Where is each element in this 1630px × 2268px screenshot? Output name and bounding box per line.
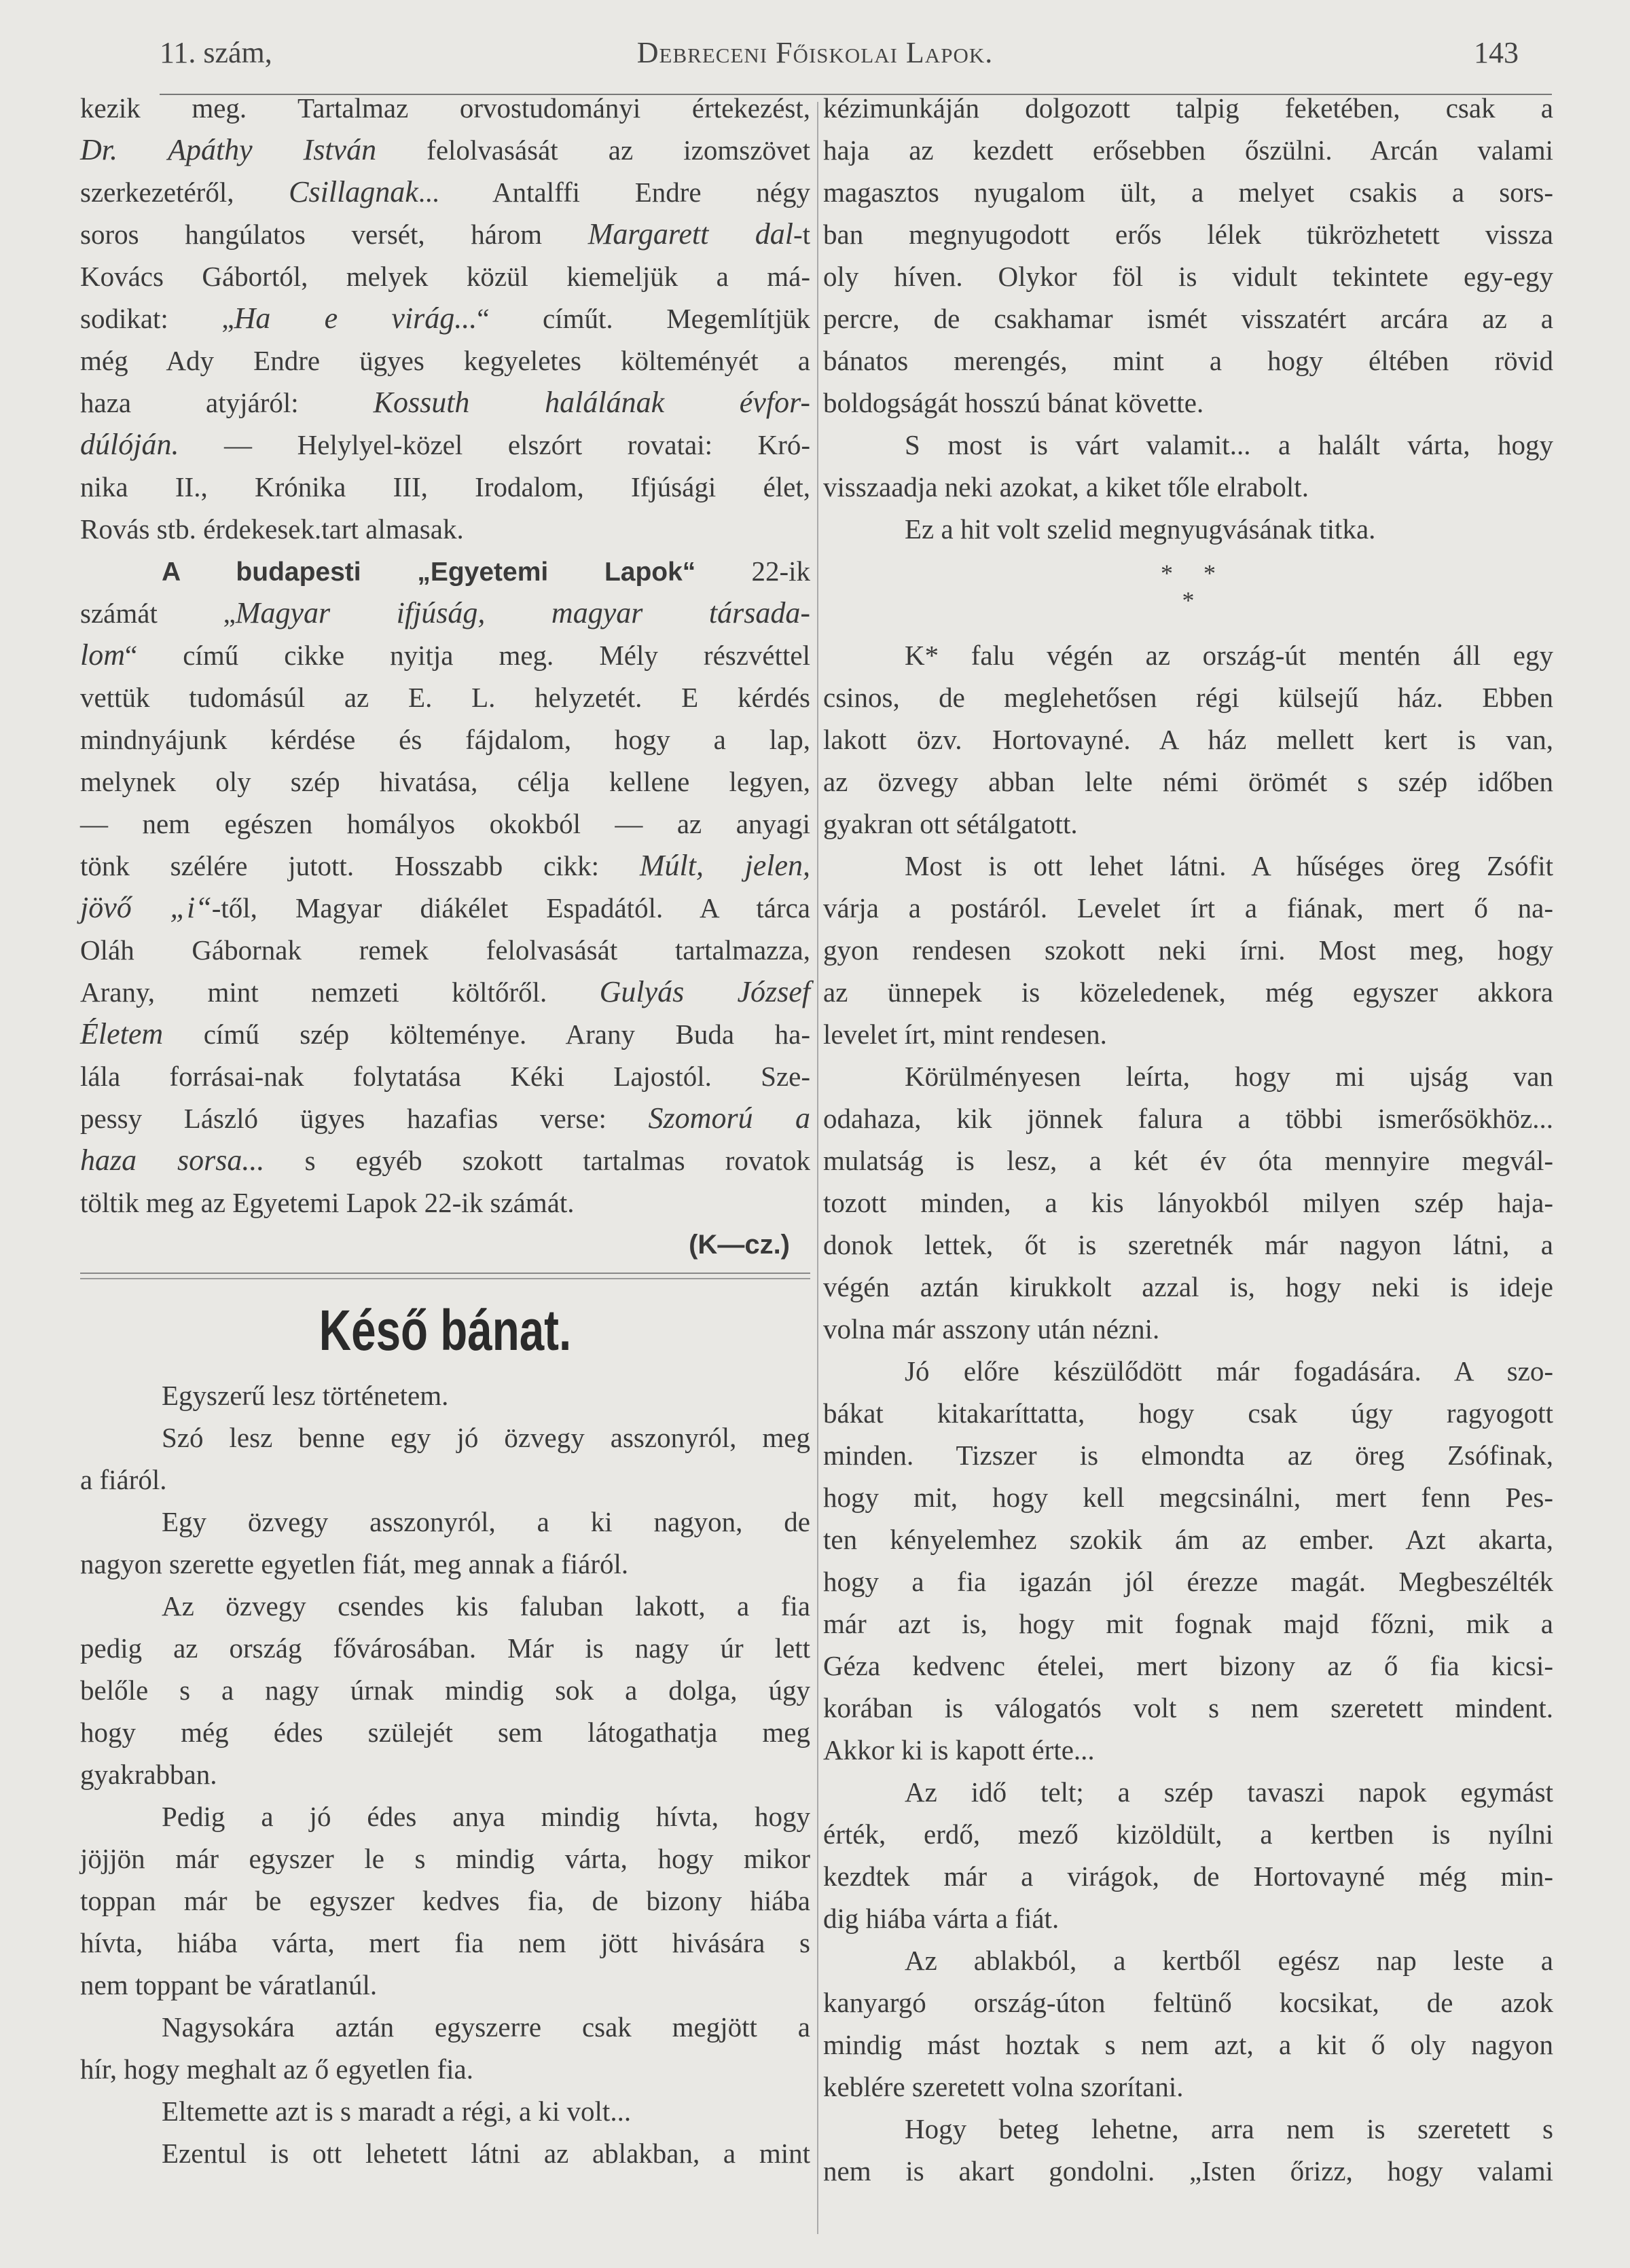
text-line: visszaadja neki azokat, a kiket tőle elrabolt. (823, 471, 1309, 502)
italic-text: lom (80, 638, 125, 672)
text-line: boldogságát hosszú bánat követte. (823, 387, 1204, 418)
text-run: ... Antalffi Endre négy (418, 177, 810, 208)
text-line: lála forrásai-nak folytatása Kéki Lajostól. Sze- (80, 1061, 810, 1092)
text-line: odahaza, kik jönnek falura a többi ismerősökhöz... (823, 1103, 1553, 1134)
text-run: Arany, mint nemzeti költőről. (80, 976, 600, 1008)
text-line: Eltemette azt is s maradt a régi, a ki volt... (162, 2096, 632, 2127)
text-line: K* falu végén az ország-út mentén áll egy (905, 640, 1553, 671)
text-run: -t (793, 219, 810, 250)
text-line: nagyon szerette egyetlen fiát, meg annak a fiáról. (80, 1548, 629, 1579)
text-line: belőle s a nagy úrnak mindig sok a dolga, úgy (80, 1675, 810, 1706)
italic-text: Kossuth halálának évfor- (373, 386, 810, 419)
text-line: Most is ott lehet látni. A hűséges öreg Zsófit (905, 850, 1553, 881)
paragraph (823, 87, 1553, 424)
italic-text: Életem (80, 1017, 164, 1050)
text-run: pessy László ügyes hazafias verse: (80, 1103, 649, 1134)
paragraph (823, 508, 1553, 550)
publication-title: Debreceni Főiskolai Lapok. (636, 36, 994, 69)
paragraph (823, 1939, 1553, 2108)
text-line: még Ady Endre ügyes kegyeletes költeményét a (80, 345, 810, 376)
text-run: — Helylyel-közel elszórt rovatai: Kró- (179, 429, 810, 460)
text-line: — nem egészen homályos okokból — az anyagi (80, 808, 810, 839)
text-run: -től, Magyar diákélet Espadától. A tárca (211, 892, 811, 923)
paragraph (80, 1795, 810, 2006)
section-double-rule (80, 1273, 810, 1279)
text-line: bákat kitakaríttatta, hogy csak úgy ragyogott (823, 1397, 1553, 1429)
text-line: Rovás stb. érdekesek.tart almasak. (80, 513, 464, 545)
text-line (80, 213, 810, 255)
story-title: Késő bánat. (319, 1298, 572, 1362)
bold-text: A budapesti „Egyetemi Lapok“ (162, 557, 696, 587)
text-line: lakott özv. Hortovayné. A ház mellett kert is van, (823, 724, 1553, 755)
text-line: Ez a hit volt szelid megnyugvásának titka. (905, 513, 1376, 545)
text-run: “ című cikke nyitja meg. Mély részvéttel (125, 640, 810, 671)
text-line: magasztos nyugalom ült, a melyet csakis a sors- (823, 177, 1553, 208)
text-run: című szép költeménye. Arany Buda ha- (163, 1019, 810, 1050)
text-run: soros hangúlatos versét, három (80, 219, 588, 250)
text-line (80, 887, 810, 929)
paragraph (823, 2108, 1553, 2192)
text-line (80, 382, 810, 424)
text-line: csinos, de meglehetősen régi külsejű ház. Ebben (823, 682, 1553, 713)
text-line: hogy a fia igazán jól érezze magát. Megbeszélték (823, 1566, 1553, 1597)
issue-number: 11. szám, (160, 36, 272, 69)
text-line: donok lettek, őt is szeretnék már nagyon látni, a (823, 1229, 1553, 1260)
text-line (80, 129, 810, 171)
text-line (80, 1139, 810, 1182)
page-number: 143 (1474, 36, 1519, 69)
text-line: Egy özvegy asszonyról, a ki nagyon, de (162, 1506, 810, 1537)
text-line: mulatság is lesz, a két év óta mennyire megvál- (823, 1145, 1553, 1176)
text-line: kezik meg. Tartalmaz orvostudományi értekezést, (80, 92, 810, 124)
text-run: s egyéb szokott tartalmas rovatok (264, 1145, 810, 1176)
paragraph (80, 1416, 810, 1501)
column-divider (817, 102, 818, 2234)
paragraph (823, 845, 1553, 1055)
text-line: Egyszerű lesz történetem. (162, 1380, 449, 1411)
text-run: sodikat: „ (80, 303, 234, 334)
story-continuation (823, 87, 1553, 550)
text-line: levelet írt, mint rendesen. (823, 1019, 1107, 1050)
text-line (80, 550, 810, 592)
paragraph (823, 424, 1553, 508)
text-line: kezdtek már a virágok, de Hortovayné még min- (823, 1861, 1553, 1892)
italic-text: Dr. Apáthy István (80, 133, 377, 166)
right-column (823, 87, 1553, 2192)
paragraph (80, 550, 810, 1224)
italic-text: Ha e virág... (234, 301, 477, 335)
text-line: hívta, hiába várta, mert fia nem jött hivására s (80, 1927, 810, 1958)
text-line: dig hiába várta a fiát. (823, 1903, 1060, 1934)
text-line: Az idő telt; a szép tavaszi napok egymást (905, 1776, 1553, 1808)
text-line: Körülményesen leírta, hogy mi ujság van (905, 1061, 1553, 1092)
italic-text: Magyar ifjúság, magyar társada- (235, 596, 810, 629)
text-line: az özvegy abban lelte némi örömét s szép időben (823, 766, 1553, 797)
paragraph (823, 1055, 1553, 1350)
asterism-top: * * (1161, 560, 1216, 587)
italic-text: Múlt, jelen, (639, 849, 810, 882)
text-line: haja az kezdett erősebben őszülni. Arcán valami (823, 134, 1553, 166)
text-line: nem toppant be váratlanúl. (80, 1969, 378, 2000)
paragraph (80, 2132, 810, 2174)
text-line: töltik meg az Egyetemi Lapok 22-ik számát. (80, 1187, 575, 1218)
review-section (80, 87, 810, 1224)
text-line (80, 971, 810, 1013)
text-line: gyon rendesen szokott neki írni. Most meg, hogy (823, 934, 1553, 966)
text-line: ban megnyugodott erős lélek tükrözhetett vissza (823, 219, 1553, 250)
story-part-two (823, 634, 1553, 2192)
text-line: bánatos merengés, mint a hogy éltében rövid (823, 345, 1553, 376)
text-line: percre, de csakhamar ismét visszatért arcára az a (823, 303, 1553, 334)
text-line: Jó előre készülődött már fogadására. A szo- (905, 1355, 1553, 1387)
text-line: volna már asszony után nézni. (823, 1313, 1160, 1345)
asterism-bottom: * (1182, 587, 1195, 614)
text-line: Oláh Gábornak remek felolvasását tartalmazza, (80, 934, 810, 966)
story-text (80, 1374, 810, 2174)
italic-text: Gulyás József (599, 975, 810, 1008)
text-line: vettük tudomásúl az E. L. helyzetét. E kérdés (80, 682, 810, 713)
text-line: Pedig a jó édes anya mindig hívta, hogy (162, 1801, 810, 1832)
text-line: Ezentul is ott lehetett látni az ablakban, a mint (162, 2138, 810, 2169)
text-line: mindig mást hoztak s nem azt, a kit ő oly nagyon (823, 2029, 1553, 2060)
text-line: az ünnepek is közeledenek, még egyszer akkora (823, 976, 1553, 1008)
text-line: Az özvegy csendes kis faluban lakott, a fia (162, 1590, 810, 1622)
text-line: nem is akart gondolni. „Isten őrizz, hogy valami (823, 2155, 1553, 2187)
text-line (80, 1013, 810, 1055)
text-line: tozott minden, a kis lányokból milyen szép haja- (823, 1187, 1553, 1218)
text-run: haza atyjáról: (80, 387, 374, 418)
paragraph (80, 1374, 810, 1416)
text-line: S most is várt valamit... a halált várta, hogy (905, 429, 1553, 460)
text-line: Kovács Gábortól, melyek közül kiemeljük a má- (80, 261, 810, 292)
asterism-separator (823, 550, 1553, 634)
text-line: Hogy beteg lehetne, arra nem is szeretett s (905, 2113, 1553, 2144)
paragraph (80, 2006, 810, 2090)
text-run: 22-ik (695, 555, 810, 587)
text-line (80, 424, 810, 466)
text-line: végén aztán kirukkolt azzal is, hogy neki is ideje (823, 1271, 1553, 1302)
italic-text: Csillagnak (289, 175, 418, 208)
italic-text: jövő „i“ (80, 891, 212, 924)
text-line: jöjjön már egyszer le s mindig várta, hogy mikor (80, 1843, 810, 1874)
text-line: már azt is, hogy mit fognak majd főzni, mik a (823, 1608, 1553, 1639)
text-line: toppan már be egyszer kedves fia, de bizony hiába (80, 1885, 810, 1916)
paragraph (80, 1501, 810, 1585)
text-line: gyakran ott sétálgatott. (823, 808, 1078, 839)
text-line: hogy még édes szülejét sem látogathatja meg (80, 1717, 810, 1748)
text-line: hír, hogy meghalt az ő egyetlen fia. (80, 2053, 473, 2085)
italic-text: haza sorsa... (80, 1144, 265, 1177)
text-line: ten kényelemhez szokik ám az ember. Azt akarta, (823, 1524, 1553, 1555)
paragraph (80, 87, 810, 550)
review-signature: (K—cz.) (689, 1230, 790, 1260)
text-line: keblére szeretett volna szorítani. (823, 2071, 1184, 2102)
text-run: szerkezetéről, (80, 177, 289, 208)
text-line (80, 297, 810, 340)
text-line: Nagysokára aztán egyszerre csak megjött a (162, 2011, 810, 2043)
paragraph (80, 2090, 810, 2132)
text-line: Géza kedvenc ételei, mert bizony az ő fia kicsi- (823, 1650, 1553, 1681)
text-line: oly híven. Olykor föl is vidult tekintete egy-egy (823, 261, 1553, 292)
text-line (80, 171, 810, 213)
text-line: Az ablakból, a kertből egész nap leste a (905, 1945, 1553, 1976)
text-line: gyakrabban. (80, 1759, 217, 1790)
text-line: nika II., Krónika III, Irodalom, Ifjúsági élet, (80, 471, 810, 502)
left-column (80, 87, 810, 2174)
text-line (80, 592, 810, 634)
italic-text: dúlóján. (80, 428, 179, 461)
text-line: minden. Tizszer is elmondta az öreg Zsófinak, (823, 1440, 1553, 1471)
text-line: kézimunkáján dolgozott talpig feketében, csak a (823, 92, 1553, 124)
text-run: számát „ (80, 598, 236, 629)
text-line: érték, erdő, mező kizöldült, a kertben is nyílni (823, 1818, 1553, 1850)
text-run: tönk szélére jutott. Hosszabb cikk: (80, 850, 640, 881)
text-run: “ címűt. Megemlítjük (477, 303, 810, 334)
text-line: a fiáról. (80, 1464, 167, 1495)
text-line: melynek oly szép hivatása, célja kellene legyen, (80, 766, 810, 797)
text-line (80, 845, 810, 887)
italic-text: Szomorú a (648, 1101, 810, 1135)
text-line: mindnyájunk kérdése és fájdalom, hogy a lap, (80, 724, 810, 755)
text-line: Akkor ki is kapott érte... (823, 1734, 1095, 1766)
text-line: várja a postáról. Levelet írt a fiának, mert ő na- (823, 892, 1553, 923)
text-line (80, 634, 810, 676)
italic-text: Margarett dal (587, 217, 793, 251)
text-line: hogy mit, hogy kell megcsinálni, mert fenn Pes- (823, 1482, 1553, 1513)
paragraph (823, 634, 1553, 845)
text-line: pedig az ország fővárosában. Már is nagy úr lett (80, 1632, 810, 1664)
text-run: felolvasását az izomszövet (376, 134, 810, 166)
paragraph (80, 1585, 810, 1795)
text-line: kanyargó ország-úton feltünő kocsikat, de azok (823, 1987, 1553, 2018)
paragraph (823, 1350, 1553, 1771)
text-line: Szó lesz benne egy jó özvegy asszonyról, meg (162, 1422, 810, 1453)
paragraph (823, 1771, 1553, 1939)
text-line: korában is válogatós volt s nem szeretett mindent. (823, 1692, 1553, 1723)
text-line (80, 1097, 810, 1139)
